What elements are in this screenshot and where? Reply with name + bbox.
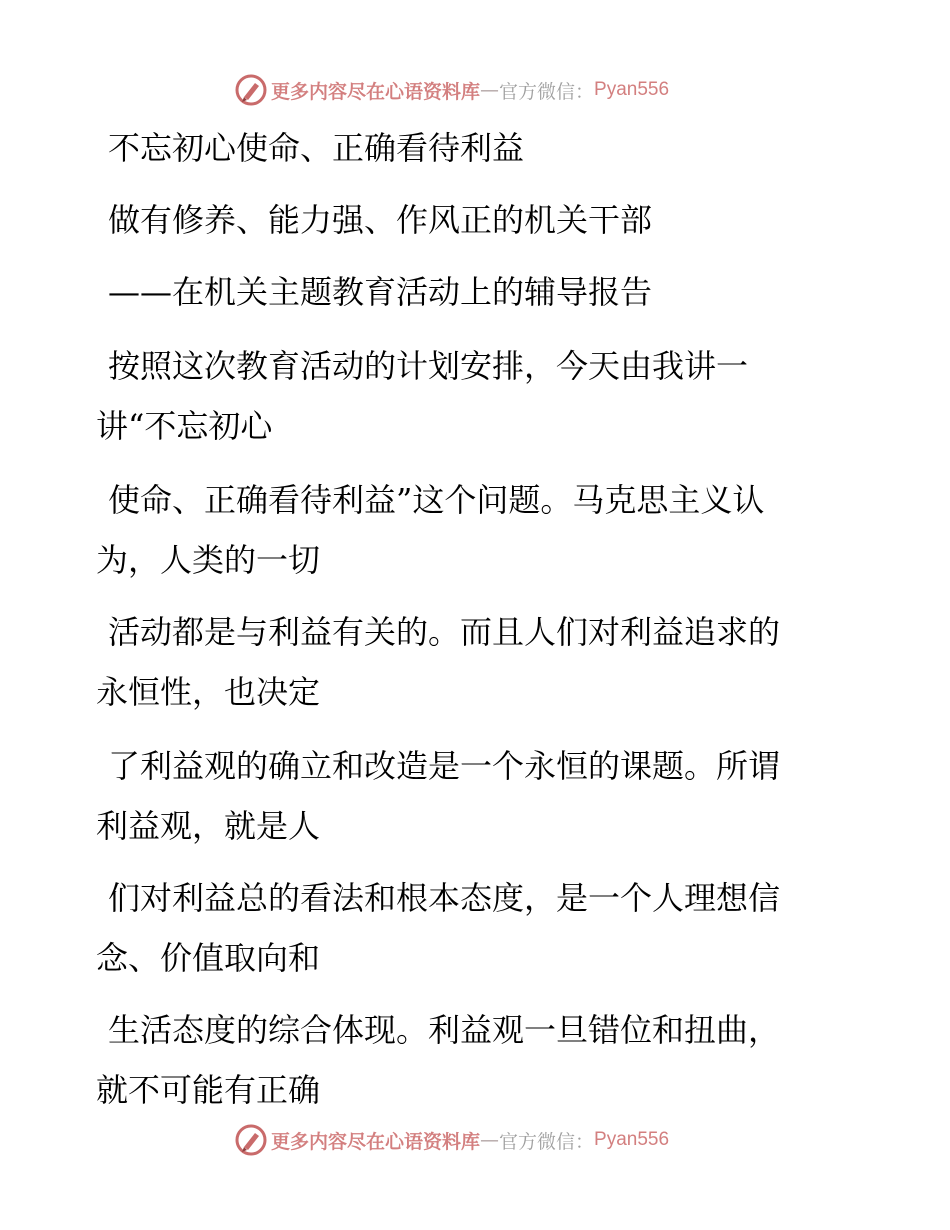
watermark-brand: 更多内容尽在心语资料库 [271, 80, 481, 103]
document-subtitle-note: ——在机关主题教育活动上的辅导报告 [108, 273, 653, 311]
paragraph-line: 们对利益总的看法和根本态度，是一个人理想信 [108, 879, 781, 917]
paragraph-line: 生活态度的综合体现。利益观一旦错位和扭曲， [108, 1011, 781, 1049]
paragraph-line: 讲“不忘初心 [96, 407, 273, 445]
watermark-label: 官方微信： [499, 80, 595, 103]
paragraph-line: 了利益观的确立和改造是一个永恒的课题。所谓 [108, 747, 781, 785]
watermark-id: Pyan556 [594, 1129, 670, 1150]
watermark-separator: — [480, 79, 500, 101]
paragraph-line: 活动都是与利益有关的。而且人们对利益追求的 [108, 613, 781, 651]
header-watermark [235, 72, 669, 108]
paragraph-line: 为，人类的一切 [96, 541, 321, 579]
watermark-brand: 更多内容尽在心语资料库 [271, 1130, 481, 1153]
footer-watermark [235, 1122, 669, 1158]
document-title: 不忘初心使命、正确看待利益 [108, 129, 525, 167]
paragraph-line: 利益观，就是人 [96, 807, 321, 845]
paragraph-line: 永恒性，也决定 [96, 673, 321, 711]
paragraph-line: 念、价值取向和 [96, 939, 321, 977]
pen-logo-icon [235, 1124, 267, 1156]
watermark-label: 官方微信： [499, 1130, 595, 1153]
paragraph-line: 使命、正确看待利益”这个问题。马克思主义认 [108, 481, 765, 519]
document-subtitle: 做有修养、能力强、作风正的机关干部 [108, 201, 653, 239]
paragraph-line: 就不可能有正确 [96, 1071, 321, 1109]
pen-logo-icon [235, 74, 267, 106]
paragraph-line: 按照这次教育活动的计划安排，今天由我讲一 [108, 347, 749, 385]
watermark-id: Pyan556 [594, 79, 670, 100]
watermark-separator: — [480, 1129, 500, 1151]
